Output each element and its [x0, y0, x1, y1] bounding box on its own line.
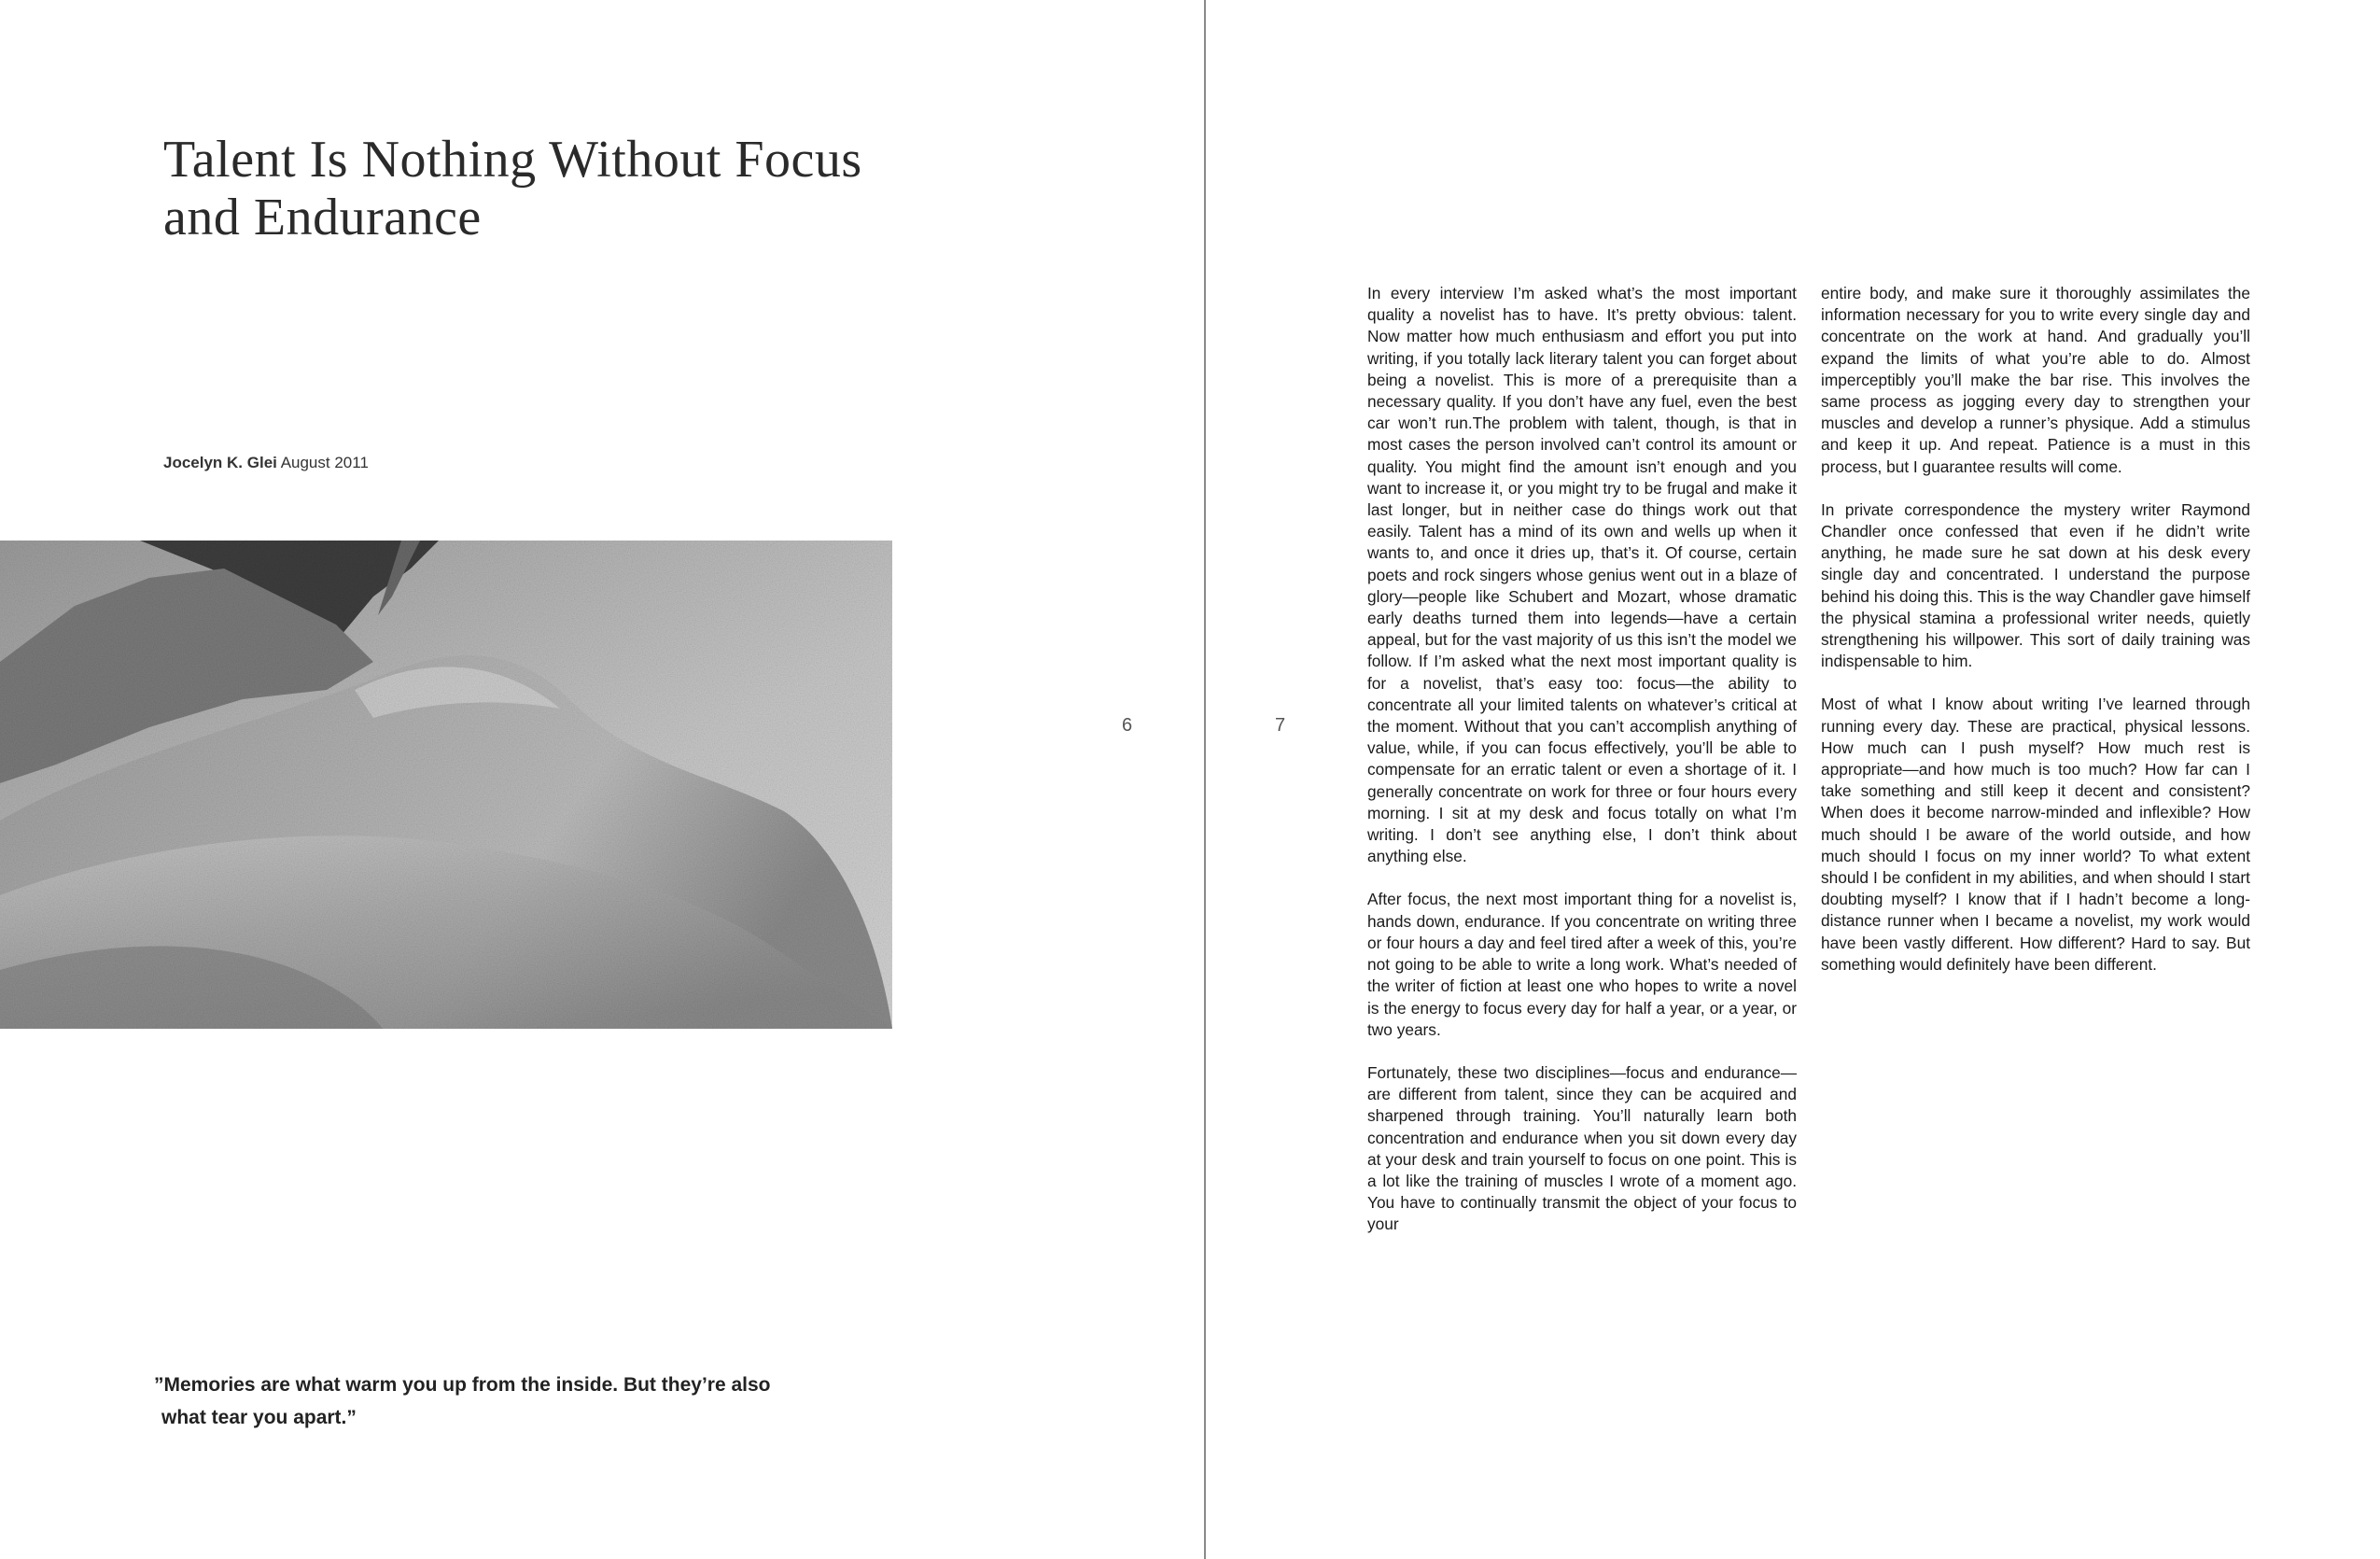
publication-date: August 2011 [280, 454, 369, 471]
article-title-line-2: and Endurance [163, 189, 482, 246]
page-number-left: 6 [1122, 715, 1133, 736]
article-title [163, 131, 910, 246]
byline [163, 454, 369, 472]
body-column-1 [1367, 283, 1797, 1257]
body-paragraph: In every interview I’m asked what’s the most important quality a novelist has to have. It’s pretty obvious: talent. Now matter how much enthusiasm and effort you put into writing, if you totally lack literary talent you can forget about being a novelist. This is more of a prerequisite than a necessary quality. If you don’t have any fuel, even the best car won’t run.The problem with talent, though, is that in most cases the person involved can’t control its amount or quality. You might find the amount isn’t enough and you want to increase it, or you might try to be frugal and make it last longer, but in neither case do things work out that easily. Talent has a mind of its own and wells up when it wants to, and once it dries up, that’s it. Of course, certain poets and rock singers whose genius went out in a blaze of glory—people like Schubert and Mozart, whose dramatic early deaths turned them into legends—have a certain appeal, but for the vast majority of us this isn’t the model we follow. If I’m asked what the next most important quality is for a novelist, that’s easy too: focus—the ability to concentrate all your limited talents on whatever’s critical at the moment. Without that you can’t accomplish anything of value, while, if you can focus effectively, you’ll be able to compensate for an erratic talent or even a shortage of it. I generally concentrate on work for three or four hours every morning. I sit at my desk and focus totally on what I’m writing. I don’t see anything else, I don’t think about anything else. [1367, 284, 1797, 866]
body-column-2 [1821, 283, 2250, 997]
pull-quote-line-1: ”Memories are what warm you up from the inside. But they’re also [154, 1374, 771, 1396]
page-number-right: 7 [1275, 715, 1286, 736]
body-paragraph: After focus, the next most important thing for a novelist is, hands down, endurance. If you concentrate on writing three or four hours a day and feel tired after a week of this, you’re not going to be able to write a long work. What’s needed of the writer of fiction at least one who hopes to write a novel is the energy to focus every day for half a year, or a year, or two years. [1367, 890, 1797, 1039]
pull-quote [154, 1369, 863, 1434]
article-photo [0, 541, 892, 1029]
body-paragraph: entire body, and make sure it thoroughly assimilates the information necessary for you to write every single day and concentrate on the work at hand. And gradually you’ll expand the limits of what you’re able to do. Almost imperceptibly you’ll make the bar rise. This involves the same process as jogging every day to strengthen your muscles and develop a runner’s physique. Add a stimulus and keep it up. And repeat. Patience is a must in this process, but I guarantee results will come. [1821, 284, 2250, 476]
body-paragraph: Most of what I know about writing I’ve learned through running every day. These are practical, physical lessons. How much can I push myself? How much rest is appropriate—and how much is too much? How far can I take something and still keep it decent and consistent? When does it become narrow-minded and inflexible? How much should I be aware of the world outside, and how much should I focus on my inner world? To what extent should I be confident in my abilities, and when should I start doubting myself? I know that if I hadn’t become a long-distance runner when I became a novelist, my work would have been vastly different. How different? Hard to say. But something would definitely have been different. [1821, 695, 2250, 974]
author-name: Jocelyn K. Glei [163, 454, 277, 471]
page-spread-divider [1204, 0, 1206, 1559]
article-title-line-1: Talent Is Nothing Without Focus [163, 131, 862, 189]
body-paragraph: In private correspondence the mystery writer Raymond Chandler once confessed that even if he didn’t write anything, he made sure he sat down at his desk every single day and concentrated. I understand the purpose behind his doing this. This is the way Chandler gave himself the physical stamina a professional writer needs, quietly strengthening his willpower. This sort of daily training was indispensable to him. [1821, 499, 2250, 671]
body-paragraph: Fortunately, these two disciplines—focus and endurance—are different from talent, since they can be acquired and sharpened through training. You’ll naturally learn both concentration and endurance when you sit down every day at your desk and train yourself to focus on one point. This is a lot like the training of muscles I wrote of a moment ago. You have to continually transmit the object of your focus to your [1367, 1062, 1797, 1234]
pull-quote-line-2: what tear you apart.” [161, 1407, 357, 1428]
